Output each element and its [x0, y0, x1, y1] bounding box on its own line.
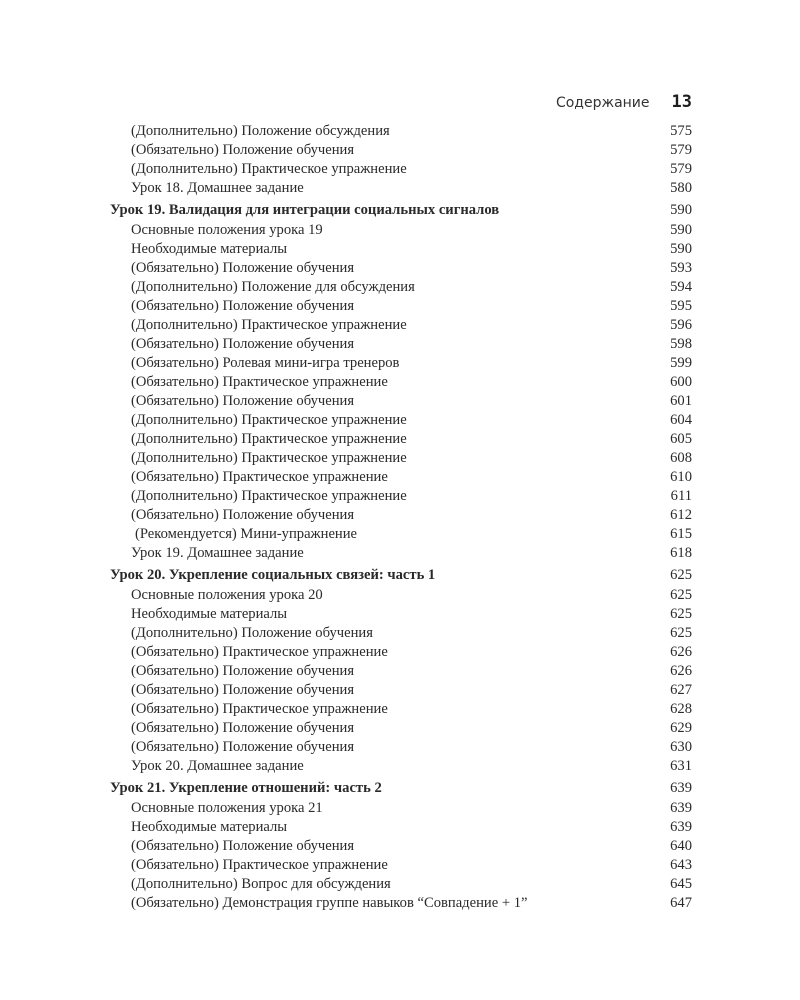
toc-entry-title: Основные положения урока 21 [131, 800, 323, 816]
toc-entry [110, 586, 692, 605]
toc-entry-title: (Дополнительно) Практическое упражнение [131, 431, 407, 447]
toc-entry-title: Необходимые материалы [131, 819, 288, 835]
toc-entry-page: 579 [670, 142, 692, 158]
toc-entry-page: 595 [670, 298, 692, 314]
toc-entry-title: (Дополнительно) Вопрос для обсуждения [131, 876, 391, 892]
toc-entry-title: (Обязательно) Ролевая мини-игра тренеров [131, 355, 400, 371]
toc-entry-page: 625 [670, 567, 692, 583]
toc-entry-title: (Дополнительно) Практическое упражнение [131, 161, 407, 177]
toc-entry-title: Основные положения урока 19 [131, 222, 323, 238]
toc-entry-page: 625 [670, 587, 692, 603]
toc-entry-page: 647 [670, 895, 692, 911]
toc-entry-page: 628 [670, 701, 692, 717]
toc-entry [110, 875, 692, 894]
toc-entry [110, 799, 692, 818]
toc-entry-page: 639 [670, 819, 692, 835]
toc-entry-page: 596 [670, 317, 692, 333]
toc-entry-title: (Дополнительно) Практическое упражнение [131, 450, 407, 466]
toc-lesson-entry [110, 200, 692, 221]
toc-entry-title: (Обязательно) Положение обучения [131, 507, 355, 523]
toc-entry-title: (Обязательно) Демонстрация группе навыков “Совпадение + 1” [131, 895, 528, 911]
running-header [556, 92, 692, 112]
toc-entry-title: Урок 21. Укрепление отношений: часть 2 [110, 780, 382, 796]
toc-entry-page: 604 [670, 412, 692, 428]
toc-entry-page: 639 [670, 800, 692, 816]
toc-entry-page: 625 [670, 625, 692, 641]
toc-entry [110, 179, 692, 198]
toc-entry-page: 630 [670, 739, 692, 755]
toc-entry [110, 373, 692, 392]
toc-entry-title: (Обязательно) Практическое упражнение [131, 374, 388, 390]
toc-entry-page: 580 [670, 180, 692, 196]
toc-entry [110, 259, 692, 278]
page-number: 13 [671, 92, 692, 112]
toc-entry [110, 544, 692, 563]
toc-entry [110, 221, 692, 240]
toc-entry [110, 605, 692, 624]
toc-entry-title: Урок 19. Домашнее задание [131, 545, 304, 561]
toc-entry [110, 160, 692, 179]
toc-entry-page: 610 [670, 469, 692, 485]
toc-entry [110, 354, 692, 373]
toc-entry [110, 738, 692, 757]
toc-entry-title: (Обязательно) Положение обучения [131, 260, 355, 276]
toc-entry [110, 430, 692, 449]
toc-entry-title: Необходимые материалы [131, 241, 288, 257]
toc-entry [110, 719, 692, 738]
toc-entry-title: (Обязательно) Положение обучения [131, 142, 355, 158]
toc-entry-page: 629 [670, 720, 692, 736]
toc-entry-page: 615 [670, 526, 692, 542]
toc-entry-page: 645 [670, 876, 692, 892]
toc-lesson-entry [110, 565, 692, 586]
toc-entry-page: 639 [670, 780, 692, 796]
toc-entry-page: 608 [670, 450, 692, 466]
toc-entry [110, 525, 692, 544]
toc-entry [110, 240, 692, 259]
toc-entry-title: (Обязательно) Положение обучения [131, 682, 355, 698]
toc-entry-page: 618 [670, 545, 692, 561]
toc-entry-page: 626 [670, 644, 692, 660]
toc-entry [110, 837, 692, 856]
toc-entry-page: 605 [670, 431, 692, 447]
toc-entry-title: (Дополнительно) Практическое упражнение [131, 317, 407, 333]
toc-entry [110, 449, 692, 468]
toc-entry [110, 316, 692, 335]
toc-entry-page: 611 [670, 488, 692, 504]
toc-entry-page: 598 [670, 336, 692, 352]
toc-entry-title: (Дополнительно) Практическое упражнение [131, 412, 407, 428]
toc-entry-page: 640 [670, 838, 692, 854]
toc-entry [110, 757, 692, 776]
toc-entry-page: 590 [670, 222, 692, 238]
toc-entry [110, 662, 692, 681]
toc-entry-title: Необходимые материалы [131, 606, 288, 622]
toc-entry-title: (Обязательно) Положение обучения [131, 739, 355, 755]
toc-entry-page: 590 [670, 241, 692, 257]
toc-entry-title: Урок 20. Укрепление социальных связей: часть 1 [110, 567, 436, 583]
toc-entry [110, 681, 692, 700]
toc-entry [110, 141, 692, 160]
toc-entry-title: Урок 19. Валидация для интеграции социальных сигналов [110, 202, 500, 218]
toc-entry-page: 594 [670, 279, 692, 295]
toc-entry-page: 643 [670, 857, 692, 873]
toc-entry [110, 856, 692, 875]
toc-lesson-entry [110, 778, 692, 799]
toc-entry-page: 601 [670, 393, 692, 409]
toc-entry-page: 575 [670, 123, 692, 139]
toc-entry [110, 278, 692, 297]
toc-entry-title: (Обязательно) Положение обучения [131, 838, 355, 854]
toc-entry-page: 625 [670, 606, 692, 622]
toc-entry-title: (Рекомендуется) Мини-упражнение [135, 526, 358, 542]
toc-entry-page: 579 [670, 161, 692, 177]
toc-entry-title: (Дополнительно) Практическое упражнение [131, 488, 407, 504]
toc-entry [110, 700, 692, 719]
toc-entry [110, 411, 692, 430]
toc-entry-title: (Обязательно) Практическое упражнение [131, 701, 388, 717]
toc-entry [110, 468, 692, 487]
toc-entry-title: (Обязательно) Положение обучения [131, 720, 355, 736]
toc-entry [110, 624, 692, 643]
toc-entry-title: (Обязательно) Положение обучения [131, 298, 355, 314]
toc-entry-title: (Обязательно) Практическое упражнение [131, 857, 388, 873]
toc-entry-title: Урок 18. Домашнее задание [131, 180, 304, 196]
toc-entry-page: 631 [670, 758, 692, 774]
toc-entry-title: (Обязательно) Практическое упражнение [131, 469, 388, 485]
toc-entry [110, 335, 692, 354]
toc-entry [110, 392, 692, 411]
toc-entry-title: (Обязательно) Положение обучения [131, 393, 355, 409]
toc-entry-title: (Обязательно) Практическое упражнение [131, 644, 388, 660]
table-of-contents [110, 122, 692, 913]
toc-entry-page: 590 [670, 202, 692, 218]
toc-entry [110, 122, 692, 141]
toc-entry-page: 612 [670, 507, 692, 523]
toc-entry-title: (Дополнительно) Положение для обсуждения [131, 279, 415, 295]
toc-entry [110, 818, 692, 837]
toc-entry-title: (Обязательно) Положение обучения [131, 336, 355, 352]
toc-entry [110, 643, 692, 662]
section-title: Содержание [555, 95, 650, 111]
toc-entry-title: (Дополнительно) Положение обучения [131, 625, 373, 641]
toc-entry-page: 599 [670, 355, 692, 371]
toc-entry-title: Урок 20. Домашнее задание [131, 758, 304, 774]
toc-entry-title: (Дополнительно) Положение обсуждения [131, 123, 390, 139]
toc-entry [110, 297, 692, 316]
toc-entry-page: 600 [670, 374, 692, 390]
toc-entry [110, 506, 692, 525]
toc-entry-title: Основные положения урока 20 [131, 587, 323, 603]
toc-entry-page: 626 [670, 663, 692, 679]
toc-entry-page: 627 [670, 682, 692, 698]
toc-entry-title: (Обязательно) Положение обучения [131, 663, 355, 679]
toc-entry-page: 593 [670, 260, 692, 276]
toc-entry [110, 894, 692, 913]
toc-entry [110, 487, 692, 506]
